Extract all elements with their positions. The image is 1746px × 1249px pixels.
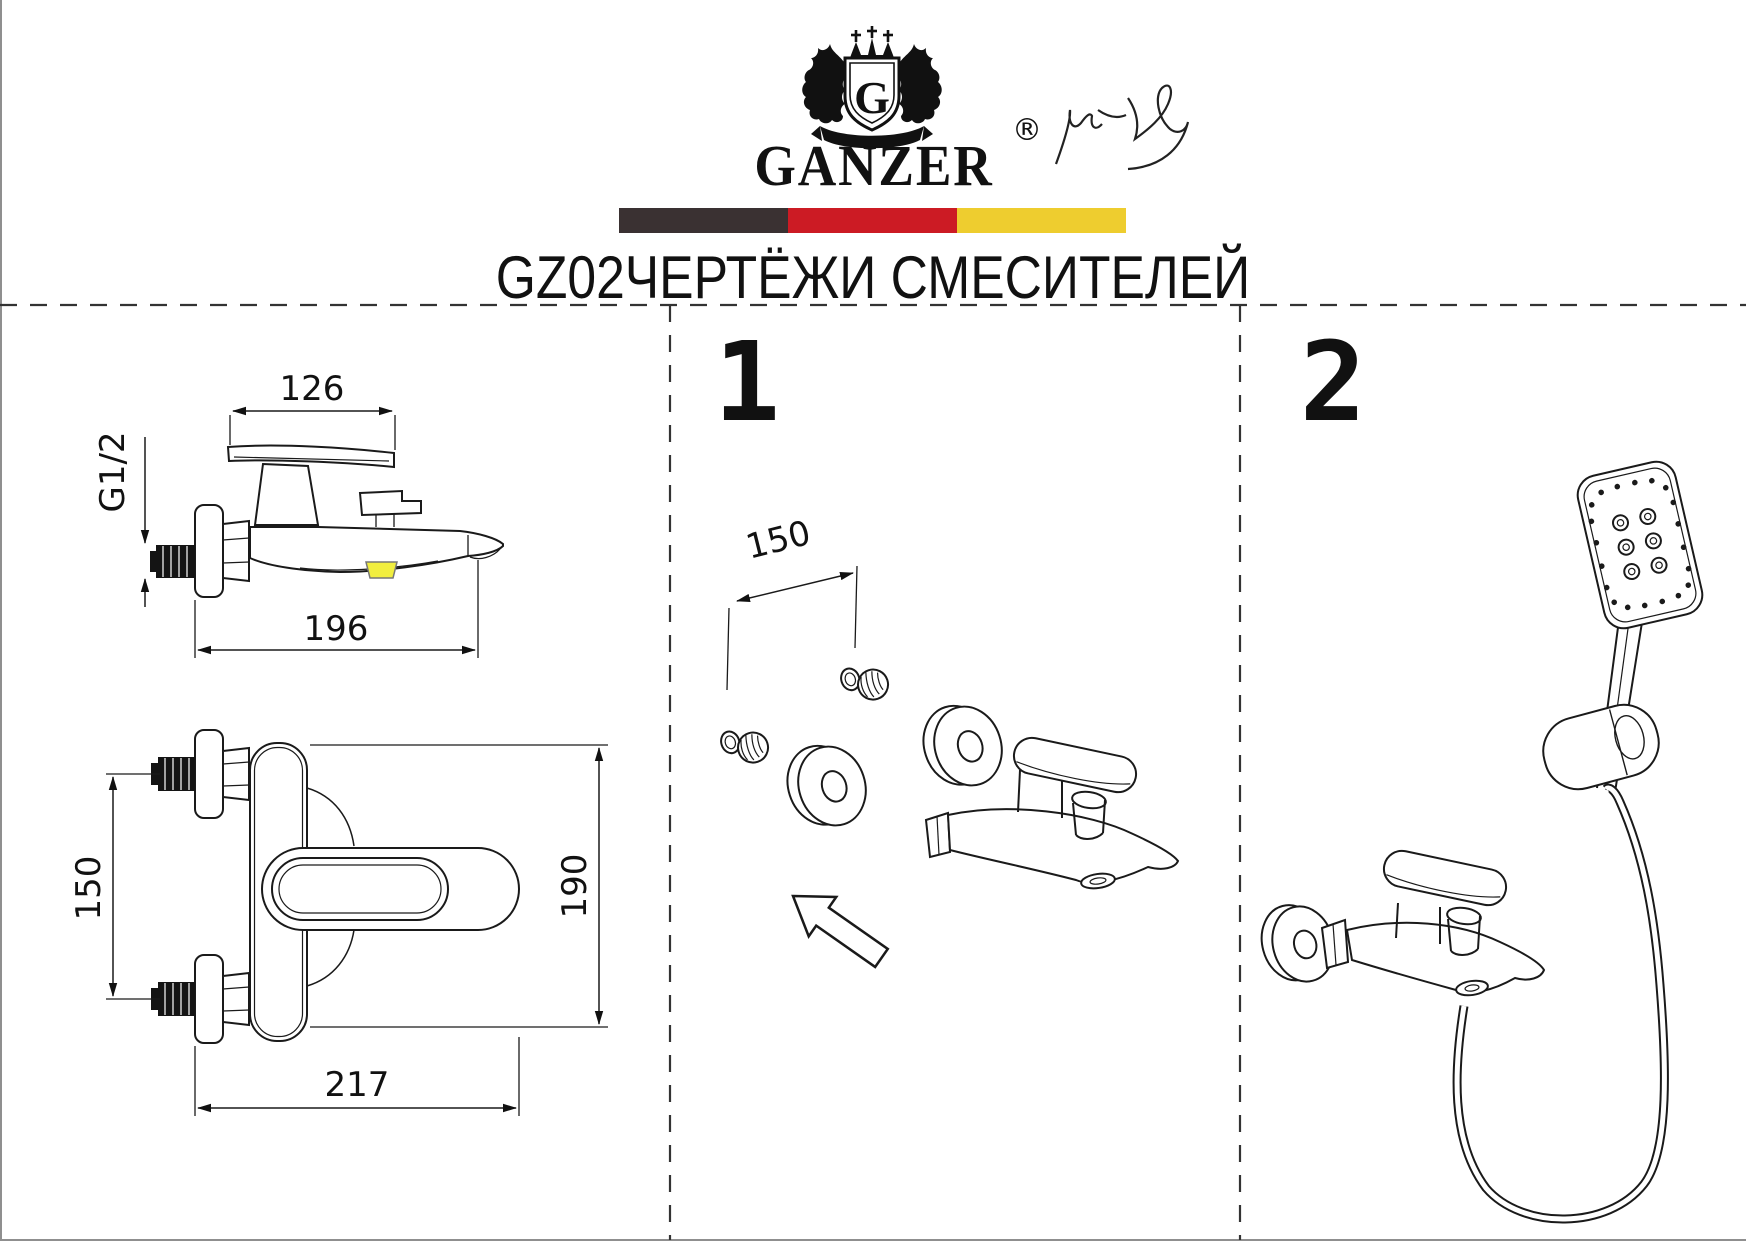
- hand-shower-head-icon: [1574, 458, 1707, 632]
- panel-dimension-views: [69, 369, 608, 1116]
- front-view-drawing: [69, 730, 608, 1116]
- eccentric-fitting-icon: [718, 721, 772, 771]
- mounted-mixer-isometric: [1253, 848, 1544, 998]
- dim-217: 217: [324, 1065, 390, 1105]
- panel-step2: [1253, 318, 1706, 1219]
- dim-150-step1: 150: [742, 513, 815, 568]
- brand-wordmark: GANZER: [754, 134, 994, 199]
- shower-holder-icon: [1536, 697, 1667, 797]
- shield-monogram: G: [854, 72, 890, 123]
- dim-line-150-step1: [737, 573, 853, 601]
- dim-196: 196: [303, 609, 369, 649]
- dim-g12: G1/2: [93, 431, 133, 513]
- dim-190: 190: [555, 853, 595, 919]
- signature-icon: [1056, 86, 1188, 169]
- sheet-title: GZ02ЧЕРТЁЖИ СМЕСИТЕЛЕЙ: [495, 243, 1251, 311]
- dim-126: 126: [279, 369, 345, 409]
- step1-number: 1: [713, 318, 781, 446]
- dim-150: 150: [69, 855, 109, 921]
- flag-yellow-segment: [957, 208, 1126, 233]
- panel-step1: [714, 318, 1178, 978]
- german-flag-bar: [619, 208, 1126, 233]
- eccentric-fitting-icon: [838, 658, 892, 708]
- shower-hose: [1457, 788, 1664, 1219]
- install-direction-arrow-icon: [779, 876, 895, 977]
- flag-black-segment: [619, 208, 788, 233]
- ganzer-crest-icon: [802, 26, 942, 148]
- flag-red-segment: [788, 208, 957, 233]
- escutcheon-ring-icon: [778, 734, 876, 837]
- side-view-drawing: [93, 369, 503, 658]
- highlighted-part: [366, 562, 397, 578]
- shield-icon: [845, 58, 899, 130]
- registered-trademark: ®: [1012, 113, 1042, 148]
- step2-number: 2: [1299, 318, 1367, 446]
- escutcheon-ring-icon: [914, 694, 1012, 797]
